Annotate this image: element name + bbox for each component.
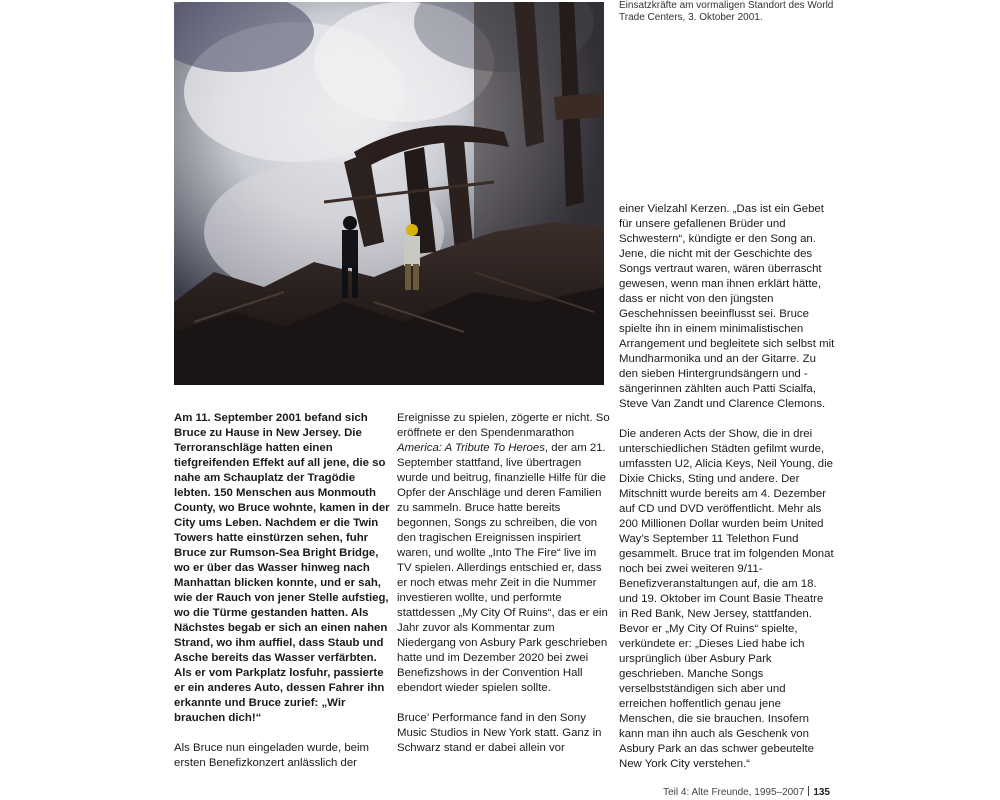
paragraph: Als Bruce nun eingeladen wurde, beim ersten Benefizkonzert anlässlich der — [174, 742, 370, 769]
lead-paragraph: Am 11. September 2001 befand sich Bruce zu Hause in New Jersey. Die Terroranschläge hatten einen tiefgreifenden Effekt auf all jene, die so nahe am Schauplatz der Tragödie lebten. 150 Menschen aus Monmouth County, wo Bruce wohnte, kamen in der City ums Leben. Nachdem er die Twin Towers hatte einstürzen sehen, fuhr Bruce zur Rumson-Sea Bright Bridge, wo er über das Wasser hinweg nach Manhattan blicken konnte, und er sah, wie der Rauch von jener Stelle aufstieg, wo die Türme gestanden hatten. Als Nächstes begab er sich an einen nahen Strand, wo ihm auffiel, dass Staub und Asche bereits das Wasser verfärbten. Als er vom Parkplatz losfuhr, passierte er ein anderes Auto, dessen Fahrer ihn erkannte und Bruce zurief: „Wir brauchen dich!“ — [174, 412, 390, 724]
section-title: Teil 4: Alte Freunde, 1995–2007 — [663, 787, 805, 798]
paragraph-text: Ereignisse zu spielen, zögerte er nicht. So eröffnete er den Spendenmarathon — [397, 412, 610, 439]
paragraph: einer Vielzahl Kerzen. „Das ist ein Gebet für unsere gefallenen Brüder und Schwestern“, kündigte er den Song an. Jene, die nicht mit der Geschichte des Songs vertraut waren, wären überrascht gewesen, wenn man ihnen erklärt hätte, dass er nicht von den jüngsten Geschehnissen beeinflusst sei. Bruce spielte ihn in einem minimalistischen Arrangement und begleitete sich selbst mit Mundharmonika und an der Gitarre. Zu den sieben Hintergrundsängern und -sängerinnen zählten auch Patti Scialfa, Steve Van Zandt und Clarence Clemons. — [619, 203, 835, 410]
paragraph-text: , der am 21. September stattfand, live übertragen wurde und beitrug, finanzielle Hilfe für die Opfer der Anschläge und deren Familien zu sammeln. Bruce hatte bereits begonnen, Songs zu schreiben, die von den tragischen Ereignissen inspiriert waren, und wollte „Into The Fire“ live im TV spielen. Allerdings entschied er, dass er noch etwas mehr Zeit in die Nummer investieren wollte, und performte stattdessen „My City Of Ruins“, das er ein Jahr zuvor als Kommentar zum Niedergang von Asbury Park geschrieben hatte und im Dezember 2020 bei zwei Benefizshows in der Convention Hall ebendort wieder spielen sollte. — [397, 442, 608, 694]
show-title: America: A Tribute To Heroes — [397, 442, 545, 454]
footer-divider — [808, 786, 809, 796]
ground-zero-photo-illustration — [174, 2, 604, 385]
page-footer — [660, 786, 830, 799]
article-column-3 — [619, 202, 835, 787]
article-column-2 — [397, 411, 613, 771]
paragraph: Die anderen Acts der Show, die in drei unterschiedlichen Städten gefilmt wurde, umfassten U2, Alicia Keys, Neil Young, die Dixie Chicks, Sting und andere. Der Mitschnitt wurde bereits am 4. Dezember auf CD und DVD veröffentlicht. Mehr als 200 Millionen Dollar wurden beim United Way’s September 11 Telethon Fund gesammelt. Bruce trat im folgenden Monat noch bei zwei weiteren 9/11-Benefizveranstaltungen auf, die am 18. und 19. Oktober im Count Basie Theatre in Red Bank, New Jersey, stattfanden. Bevor er „My City Of Ruins“ spielte, verkündete er: „Dieses Lied habe ich ursprünglich über Asbury Park geschrieben. Manche Songs verselbstständigen sich aber und erreichen hoffentlich genau jene Menschen, die sie brauchen. Insofern kann man ihn auch als Geschenk von Asbury Park an das schwer gebeutelte New York City verstehen.“ — [619, 428, 834, 770]
ground-zero-photo — [174, 2, 604, 385]
paragraph — [397, 411, 613, 696]
paragraph: Bruce’ Performance fand in den Sony Music Studios in New York statt. Ganz in Schwarz stand er dabei allein vor — [397, 712, 602, 754]
photo-caption: Einsatzkräfte am vormaligen Standort des World Trade Centers, 3. Oktober 2001. — [619, 0, 834, 23]
page-number: 135 — [813, 787, 830, 798]
article-column-1 — [174, 411, 390, 786]
